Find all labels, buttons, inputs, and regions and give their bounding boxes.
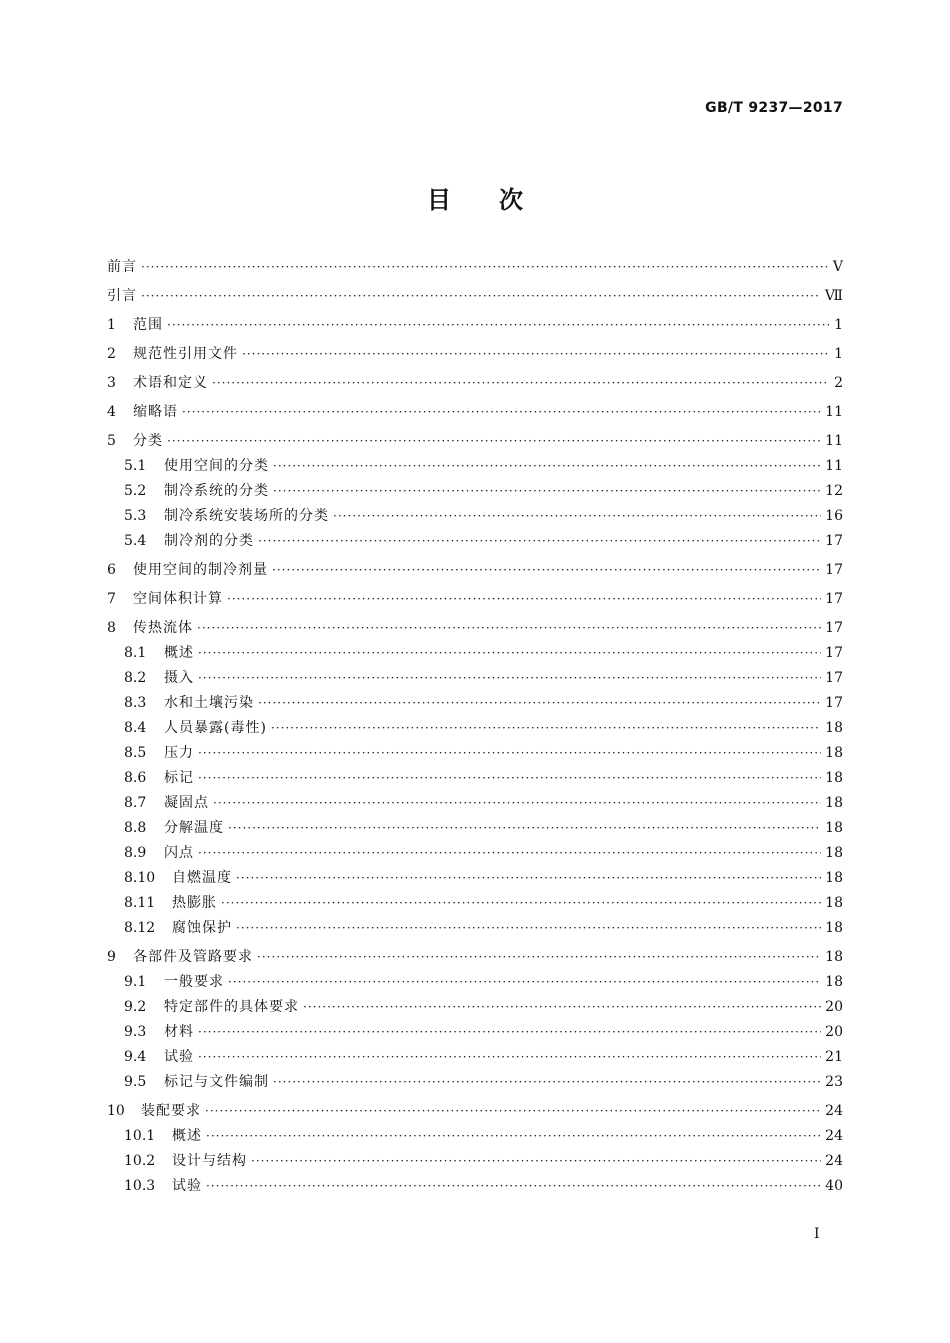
toc-entry-page: 17	[825, 620, 843, 636]
toc-entry-title: 试验	[172, 1178, 202, 1194]
toc-entry-title: 标记	[164, 770, 194, 786]
toc-entry-title: 闪点	[164, 845, 194, 861]
toc-entry-number: 8.5	[124, 745, 147, 761]
toc-entry-page: 11	[825, 433, 843, 449]
toc-entry-page: 24	[825, 1103, 843, 1119]
toc-entry-page: 18	[825, 974, 843, 990]
toc-entry-page: 16	[825, 508, 843, 524]
toc-entry-title: 特定部件的具体要求	[164, 999, 299, 1015]
toc-leader-dots	[213, 794, 821, 812]
toc-leader-dots	[273, 482, 821, 500]
toc-entry[interactable]	[107, 719, 843, 737]
toc-leader-dots	[198, 1023, 821, 1041]
toc-leader-dots	[272, 561, 821, 579]
toc-entry-number: 9.4	[124, 1049, 147, 1065]
toc-leader-dots	[197, 619, 821, 637]
toc-entry-title: 凝固点	[164, 795, 209, 811]
toc-entry-page: 18	[825, 949, 843, 965]
toc-entry-number: 9.1	[124, 974, 147, 990]
toc-entry[interactable]	[107, 374, 843, 392]
toc-entry[interactable]	[107, 1127, 843, 1145]
toc-entry[interactable]	[107, 744, 843, 762]
toc-entry-page: 20	[825, 1024, 843, 1040]
toc-entry-page: 24	[825, 1153, 843, 1169]
toc-entry-title: 概述	[164, 645, 194, 661]
toc-leader-dots	[198, 1048, 821, 1066]
toc-entry-page: 17	[825, 591, 843, 607]
toc-entry-number: 8.6	[124, 770, 147, 786]
toc-entry-number: 8.4	[124, 720, 147, 736]
toc-entry-title: 前言	[107, 259, 137, 275]
toc-entry-page: 40	[825, 1178, 843, 1194]
toc-entry[interactable]	[107, 869, 843, 887]
toc-entry-number: 8.11	[124, 895, 156, 911]
toc-entry-title: 热膨胀	[172, 895, 217, 911]
toc-entry[interactable]	[107, 403, 843, 421]
toc-entry-title: 材料	[164, 1024, 194, 1040]
toc-leader-dots	[228, 819, 821, 837]
toc-entry-number: 8.12	[124, 920, 156, 936]
toc-entry-title: 概述	[172, 1128, 202, 1144]
toc-entry-number: 9.5	[124, 1074, 147, 1090]
toc-entry-number: 5.2	[124, 483, 147, 499]
toc-leader-dots	[227, 590, 821, 608]
toc-entry-number: 10.2	[124, 1153, 156, 1169]
toc-entry[interactable]	[107, 457, 843, 475]
toc-entry-page: 23	[825, 1074, 843, 1090]
toc-entry[interactable]	[107, 316, 843, 334]
toc-entry-title: 自燃温度	[172, 870, 232, 886]
toc-entry-title: 范围	[133, 317, 163, 333]
toc-entry[interactable]	[107, 1073, 843, 1091]
toc-entry-page: 20	[825, 999, 843, 1015]
toc-entry[interactable]	[107, 948, 843, 966]
toc-entry-title: 制冷系统安装场所的分类	[164, 508, 329, 524]
toc-entry-page: 18	[825, 895, 843, 911]
toc-entry-number: 7	[107, 591, 116, 607]
toc-leader-dots	[182, 403, 821, 421]
toc-entry[interactable]	[107, 1102, 843, 1120]
toc-leader-dots	[228, 973, 821, 991]
toc-entry-page: 1	[834, 317, 843, 333]
toc-leader-dots	[198, 844, 821, 862]
toc-entry-number: 8.8	[124, 820, 147, 836]
toc-entry-title: 使用空间的制冷剂量	[133, 562, 268, 578]
toc-entry[interactable]	[107, 694, 843, 712]
toc-entry-title: 分解温度	[164, 820, 224, 836]
toc-entry[interactable]	[107, 1177, 843, 1195]
toc-entry[interactable]	[107, 561, 843, 579]
toc-entry-title: 腐蚀保护	[172, 920, 232, 936]
toc-leader-dots	[141, 287, 821, 305]
toc-leader-dots	[141, 258, 829, 276]
toc-leader-dots	[236, 869, 821, 887]
toc-entry-number: 2	[107, 346, 116, 362]
toc-entry-title: 使用空间的分类	[164, 458, 269, 474]
toc-entry[interactable]	[107, 619, 843, 637]
toc-entry-number: 1	[107, 317, 116, 333]
toc-entry[interactable]	[107, 769, 843, 787]
toc-leader-dots	[271, 719, 821, 737]
toc-entry[interactable]	[107, 287, 843, 305]
toc-entry[interactable]	[107, 998, 843, 1016]
toc-leader-dots	[258, 532, 821, 550]
toc-entry-title: 标记与文件编制	[164, 1074, 269, 1090]
toc-leader-dots	[205, 1102, 821, 1120]
toc-entry-number: 4	[107, 404, 116, 420]
toc-leader-dots	[198, 744, 821, 762]
toc-entry-page: 17	[825, 695, 843, 711]
toc-entry[interactable]	[107, 919, 843, 937]
toc-entry-number: 9	[107, 949, 116, 965]
toc-entry-number: 5	[107, 433, 116, 449]
toc-entry-title: 引言	[107, 288, 137, 304]
toc-entry[interactable]	[107, 432, 843, 450]
toc-entry[interactable]	[107, 669, 843, 687]
toc-entry[interactable]	[107, 345, 843, 363]
toc-entry-page: 18	[825, 720, 843, 736]
toc-entry-number: 5.3	[124, 508, 147, 524]
toc-entry-page: 17	[825, 670, 843, 686]
toc-entry-title: 缩略语	[133, 404, 178, 420]
toc-entry-number: 9.3	[124, 1024, 147, 1040]
toc-entry-number: 8.1	[124, 645, 147, 661]
toc-leader-dots	[212, 374, 829, 392]
toc-entry-page: 17	[825, 562, 843, 578]
table-of-contents	[107, 258, 843, 1195]
toc-leader-dots	[167, 316, 829, 334]
toc-leader-dots	[167, 432, 821, 450]
toc-entry-page: 17	[825, 645, 843, 661]
toc-entry-number: 8	[107, 620, 116, 636]
toc-entry-page: 18	[825, 770, 843, 786]
toc-entry-page: 18	[825, 820, 843, 836]
toc-entry-page: 12	[825, 483, 843, 499]
toc-entry-page: Ⅶ	[824, 288, 843, 304]
toc-entry-page: 18	[825, 745, 843, 761]
toc-entry-number: 10.3	[124, 1178, 156, 1194]
toc-entry[interactable]	[107, 1048, 843, 1066]
toc-entry-title: 压力	[164, 745, 194, 761]
toc-entry-number: 5.1	[124, 458, 147, 474]
toc-entry-title: 装配要求	[141, 1103, 201, 1119]
toc-entry[interactable]	[107, 819, 843, 837]
toc-entry-page: 17	[825, 533, 843, 549]
toc-entry[interactable]	[107, 794, 843, 812]
toc-entry[interactable]	[107, 532, 843, 550]
toc-leader-dots	[206, 1177, 821, 1195]
toc-entry-number: 9.2	[124, 999, 147, 1015]
toc-entry-title: 各部件及管路要求	[133, 949, 253, 965]
toc-entry[interactable]	[107, 894, 843, 912]
toc-entry-number: 8.2	[124, 670, 147, 686]
toc-entry[interactable]	[107, 590, 843, 608]
toc-entry[interactable]	[107, 1152, 843, 1170]
toc-leader-dots	[221, 894, 821, 912]
toc-entry-number: 6	[107, 562, 116, 578]
toc-leader-dots	[251, 1152, 821, 1170]
toc-entry-title: 摄入	[164, 670, 194, 686]
toc-entry-number: 10.1	[124, 1128, 156, 1144]
toc-entry-title: 一般要求	[164, 974, 224, 990]
toc-entry-page: 18	[825, 920, 843, 936]
toc-entry-title: 水和土壤污染	[164, 695, 254, 711]
toc-leader-dots	[206, 1127, 821, 1145]
toc-entry-page: 18	[825, 795, 843, 811]
toc-entry-title: 制冷剂的分类	[164, 533, 254, 549]
toc-entry-title: 规范性引用文件	[133, 346, 238, 362]
toc-leader-dots	[257, 948, 821, 966]
toc-entry[interactable]	[107, 973, 843, 991]
toc-entry-number: 8.9	[124, 845, 147, 861]
toc-entry[interactable]	[107, 507, 843, 525]
toc-entry-number: 8.3	[124, 695, 147, 711]
toc-entry[interactable]	[107, 1023, 843, 1041]
toc-entry[interactable]	[107, 644, 843, 662]
toc-entry-page: 11	[825, 404, 843, 420]
toc-entry-title: 试验	[164, 1049, 194, 1065]
toc-entry-title: 传热流体	[133, 620, 193, 636]
toc-entry-page: 2	[834, 375, 843, 391]
toc-entry-title: 人员暴露(毒性)	[164, 720, 267, 736]
toc-entry[interactable]	[107, 482, 843, 500]
toc-entry-number: 3	[107, 375, 116, 391]
toc-entry-page: 18	[825, 870, 843, 886]
toc-leader-dots	[198, 669, 821, 687]
toc-leader-dots	[198, 769, 821, 787]
toc-leader-dots	[273, 1073, 821, 1091]
toc-entry-page: 21	[825, 1049, 843, 1065]
toc-entry[interactable]	[107, 844, 843, 862]
toc-leader-dots	[303, 998, 821, 1016]
page-title: 目次	[427, 186, 571, 214]
toc-entry-title: 分类	[133, 433, 163, 449]
toc-entry-page: 1	[834, 346, 843, 362]
toc-entry-page: Ⅴ	[832, 259, 843, 275]
toc-entry-number: 8.7	[124, 795, 147, 811]
toc-entry-page: 24	[825, 1128, 843, 1144]
toc-leader-dots	[258, 694, 821, 712]
toc-entry-number: 5.4	[124, 533, 147, 549]
page-number: I	[814, 1226, 820, 1242]
toc-entry-title: 制冷系统的分类	[164, 483, 269, 499]
toc-entry-title: 设计与结构	[172, 1153, 247, 1169]
toc-entry-page: 18	[825, 845, 843, 861]
toc-entry-title: 空间体积计算	[133, 591, 223, 607]
toc-leader-dots	[242, 345, 829, 363]
standard-code: GB/T 9237—2017	[705, 100, 843, 116]
toc-leader-dots	[333, 507, 821, 525]
toc-entry-number: 10	[107, 1103, 125, 1119]
toc-leader-dots	[236, 919, 821, 937]
toc-entry-title: 术语和定义	[133, 375, 208, 391]
toc-entry-page: 11	[825, 458, 843, 474]
toc-leader-dots	[273, 457, 821, 475]
toc-entry-number: 8.10	[124, 870, 156, 886]
toc-entry[interactable]	[107, 258, 843, 276]
toc-leader-dots	[198, 644, 821, 662]
